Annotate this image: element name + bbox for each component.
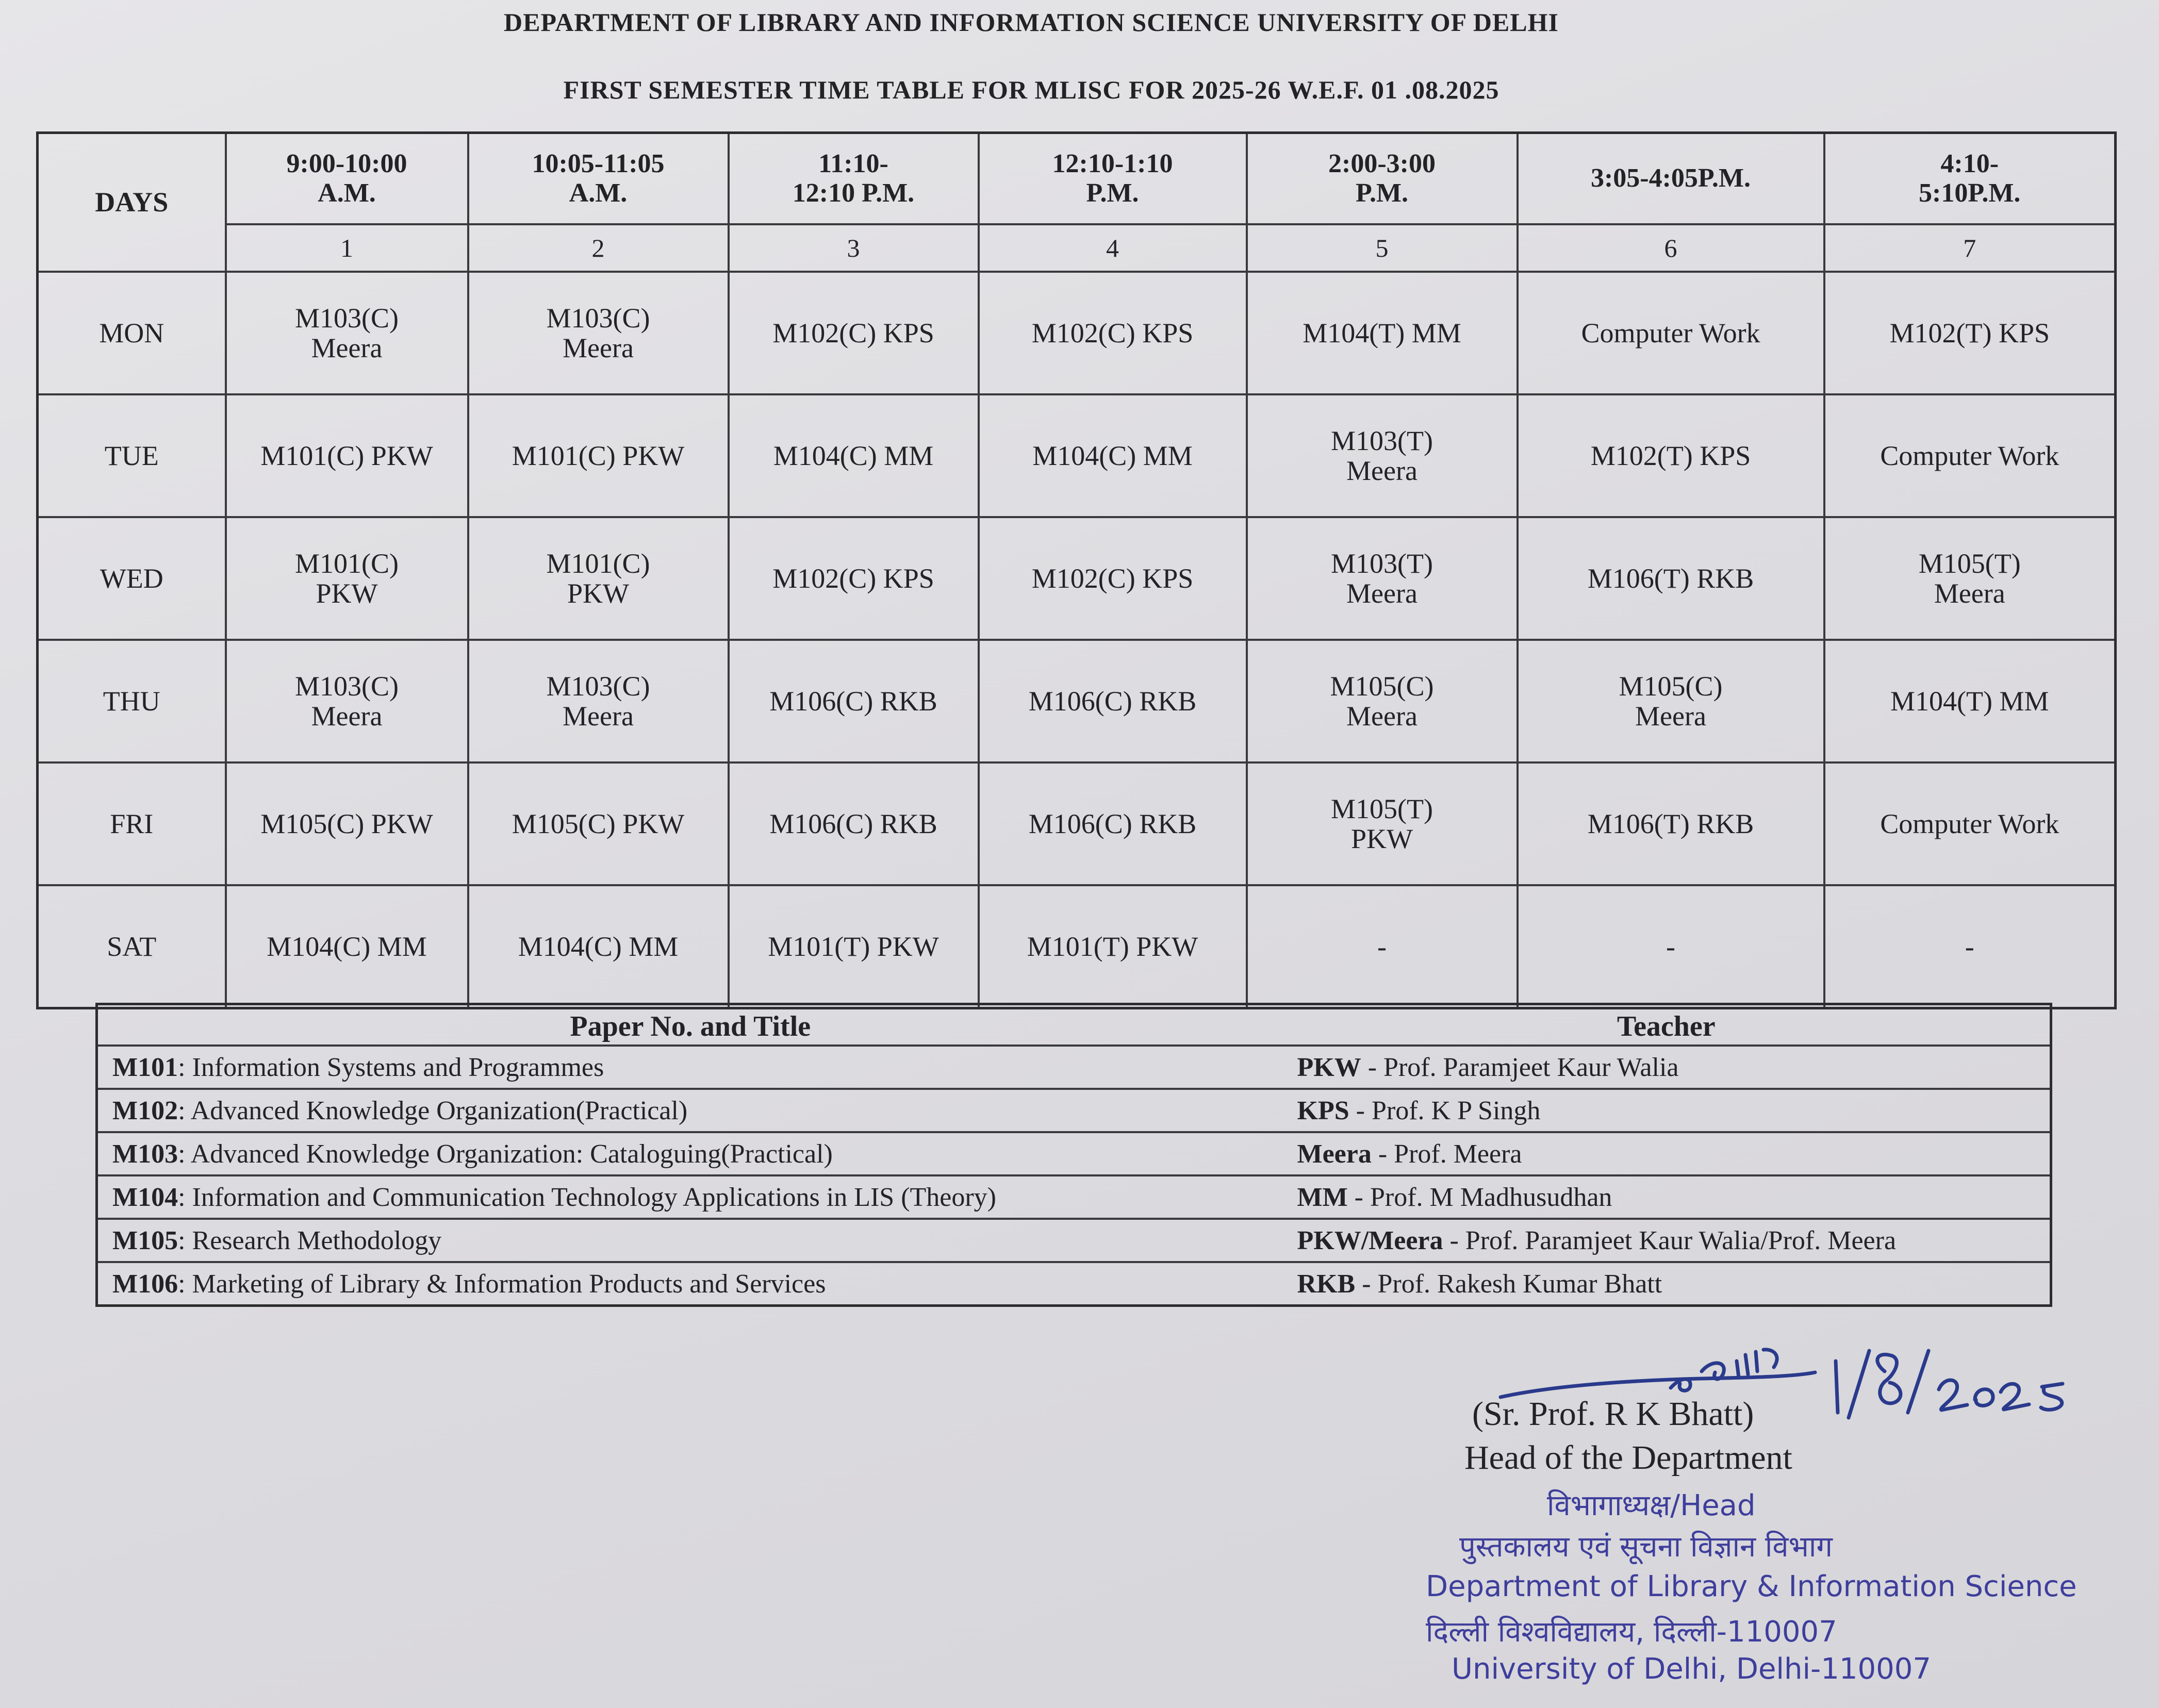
slot-time-row — [38, 133, 2116, 225]
stamp-line-university-english: University of Delhi, Delhi-110007 — [1452, 1652, 1932, 1686]
paper-teacher-legend — [95, 1003, 2052, 1307]
class-cell: Computer Work — [1518, 272, 1824, 394]
class-cell: M102(T) KPS — [1824, 272, 2116, 394]
paper-entry — [97, 1089, 1283, 1132]
stamp-line-dept-english: Department of Library & Information Science — [1426, 1570, 2077, 1603]
slot-number-6: 6 — [1518, 224, 1824, 272]
slot-number-2: 2 — [468, 224, 729, 272]
class-cell: - — [1247, 885, 1518, 1008]
slot-time-2: 10:05-11:05 A.M. — [468, 133, 729, 225]
class-cell: M103(T) Meera — [1247, 517, 1518, 640]
legend-row — [97, 1132, 2051, 1175]
teacher-entry — [1283, 1089, 2051, 1132]
day-label: SAT — [38, 885, 226, 1008]
teacher-name: - Prof. Paramjeet Kaur Walia/Prof. Meera — [1443, 1225, 1897, 1255]
class-cell: M106(C) RKB — [979, 640, 1247, 762]
class-cell: M103(T) Meera — [1247, 394, 1518, 517]
day-label: WED — [38, 517, 226, 640]
teacher-code: KPS — [1297, 1096, 1349, 1125]
class-cell: M101(C) PKW — [226, 517, 468, 640]
legend-row — [97, 1175, 2051, 1219]
department-heading: DEPARTMENT OF LIBRARY AND INFORMATION SCIENCE UNIVERSITY OF DELHI — [504, 8, 1559, 37]
class-cell: M104(C) MM — [979, 394, 1247, 517]
day-row-wed — [38, 517, 2116, 640]
day-label: MON — [38, 272, 226, 394]
paper-entry — [97, 1219, 1283, 1262]
teacher-entry — [1283, 1132, 2051, 1175]
paper-entry — [97, 1132, 1283, 1175]
class-cell: M106(C) RKB — [729, 762, 979, 885]
slot-number-5: 5 — [1247, 224, 1518, 272]
class-cell: M101(C) PKW — [226, 394, 468, 517]
paper-title: : Marketing of Library & Information Products and Services — [178, 1269, 826, 1299]
teacher-entry — [1283, 1262, 2051, 1306]
class-cell: M103(C) Meera — [468, 640, 729, 762]
legend-row — [97, 1089, 2051, 1132]
signature-block — [1423, 1340, 2145, 1701]
day-row-thu — [38, 640, 2116, 762]
teacher-name: - Prof. K P Singh — [1349, 1096, 1541, 1125]
day-label: FRI — [38, 762, 226, 885]
paper-entry — [97, 1262, 1283, 1306]
class-cell: M105(C) Meera — [1247, 640, 1518, 762]
days-header: DAYS — [38, 133, 226, 272]
class-cell: Computer Work — [1824, 762, 2116, 885]
slot-time-7: 4:10- 5:10P.M. — [1824, 133, 2116, 225]
teacher-entry — [1283, 1046, 2051, 1089]
class-cell: - — [1518, 885, 1824, 1008]
class-cell: M106(C) RKB — [979, 762, 1247, 885]
teacher-name: - Prof. Meera — [1371, 1139, 1522, 1169]
class-cell: M105(C) Meera — [1518, 640, 1824, 762]
class-cell: M101(T) PKW — [979, 885, 1247, 1008]
paper-title: : Research Methodology — [178, 1225, 442, 1255]
class-cell: M106(C) RKB — [729, 640, 979, 762]
slot-number-1: 1 — [226, 224, 468, 272]
class-cell: M105(C) PKW — [468, 762, 729, 885]
class-cell: M104(C) MM — [729, 394, 979, 517]
day-label: THU — [38, 640, 226, 762]
signatory-role: Head of the Department — [1464, 1439, 1792, 1477]
slot-number-7: 7 — [1824, 224, 2116, 272]
class-cell: - — [1824, 885, 2116, 1008]
class-cell: M101(C) PKW — [468, 517, 729, 640]
teacher-code: RKB — [1297, 1269, 1356, 1299]
stamp-line-head: विभागाध्यक्ष/Head — [1547, 1489, 1756, 1522]
teacher-entry — [1283, 1219, 2051, 1262]
paper-entry — [97, 1175, 1283, 1219]
teacher-name: - Prof. Rakesh Kumar Bhatt — [1355, 1269, 1662, 1299]
day-row-mon — [38, 272, 2116, 394]
stamp-line-dept-hindi: पुस्तकालय एवं सूचना विज्ञान विभाग — [1459, 1530, 1833, 1564]
teacher-name: - Prof. Paramjeet Kaur Walia — [1361, 1052, 1679, 1082]
class-cell: M101(T) PKW — [729, 885, 979, 1008]
class-cell: M106(T) RKB — [1518, 517, 1824, 640]
class-cell: M105(C) PKW — [226, 762, 468, 885]
slot-number-3: 3 — [729, 224, 979, 272]
timetable-title: FIRST SEMESTER TIME TABLE FOR MLISC FOR 2025-26 W.E.F. 01 .08.2025 — [563, 75, 1499, 104]
paper-code: M101 — [112, 1052, 178, 1082]
timetable-grid — [36, 131, 2117, 1009]
day-row-sat — [38, 885, 2116, 1008]
class-cell: Computer Work — [1824, 394, 2116, 517]
paper-code: M102 — [112, 1096, 178, 1125]
class-cell: M102(T) KPS — [1518, 394, 1824, 517]
slot-time-1: 9:00-10:00 A.M. — [226, 133, 468, 225]
class-cell: M102(C) KPS — [729, 272, 979, 394]
teacher-code: PKW — [1297, 1052, 1361, 1082]
class-cell: M105(T) Meera — [1824, 517, 2116, 640]
class-cell: M106(T) RKB — [1518, 762, 1824, 885]
slot-number-row — [38, 224, 2116, 272]
paper-title: : Information Systems and Programmes — [178, 1052, 604, 1082]
teacher-entry — [1283, 1175, 2051, 1219]
class-cell: M103(C) Meera — [468, 272, 729, 394]
slot-time-5: 2:00-3:00 P.M. — [1247, 133, 1518, 225]
legend-row — [97, 1219, 2051, 1262]
teacher-code: PKW/Meera — [1297, 1225, 1443, 1255]
legend-row — [97, 1262, 2051, 1306]
stamp-line-university-hindi: दिल्ली विश्वविद्यालय, दिल्ली-110007 — [1426, 1615, 1837, 1649]
class-cell: M102(C) KPS — [979, 272, 1247, 394]
slot-time-4: 12:10-1:10 P.M. — [979, 133, 1247, 225]
day-row-tue — [38, 394, 2116, 517]
paper-code: M105 — [112, 1225, 178, 1255]
class-cell: M104(T) MM — [1824, 640, 2116, 762]
class-cell: M104(C) MM — [226, 885, 468, 1008]
teacher-column-header: Teacher — [1283, 1004, 2051, 1046]
day-label: TUE — [38, 394, 226, 517]
paper-title: : Information and Communication Technology Applications in LIS (Theory) — [178, 1182, 996, 1212]
paper-code: M104 — [112, 1182, 178, 1212]
class-cell: M102(C) KPS — [729, 517, 979, 640]
slot-number-4: 4 — [979, 224, 1247, 272]
paper-title: : Advanced Knowledge Organization(Practical) — [178, 1096, 688, 1125]
slot-time-6: 3:05-4:05P.M. — [1518, 133, 1824, 225]
paper-entry — [97, 1046, 1283, 1089]
paper-code: M106 — [112, 1269, 178, 1299]
legend-header-row — [97, 1004, 2051, 1046]
class-cell: M102(C) KPS — [979, 517, 1247, 640]
teacher-name: - Prof. M Madhusudhan — [1347, 1182, 1612, 1212]
day-row-fri — [38, 762, 2116, 885]
class-cell: M103(C) Meera — [226, 272, 468, 394]
paper-column-header: Paper No. and Title — [97, 1004, 1283, 1046]
teacher-code: Meera — [1297, 1139, 1372, 1169]
class-cell: M101(C) PKW — [468, 394, 729, 517]
paper-title: : Advanced Knowledge Organization: Cataloguing(Practical) — [178, 1139, 833, 1169]
paper-code: M103 — [112, 1139, 178, 1169]
class-cell: M103(C) Meera — [226, 640, 468, 762]
slot-time-3: 11:10- 12:10 P.M. — [729, 133, 979, 225]
class-cell: M105(T) PKW — [1247, 762, 1518, 885]
legend-row — [97, 1046, 2051, 1089]
teacher-code: MM — [1297, 1182, 1348, 1212]
class-cell: M104(T) MM — [1247, 272, 1518, 394]
class-cell: M104(C) MM — [468, 885, 729, 1008]
signatory-name: (Sr. Prof. R K Bhatt) — [1472, 1395, 1754, 1433]
